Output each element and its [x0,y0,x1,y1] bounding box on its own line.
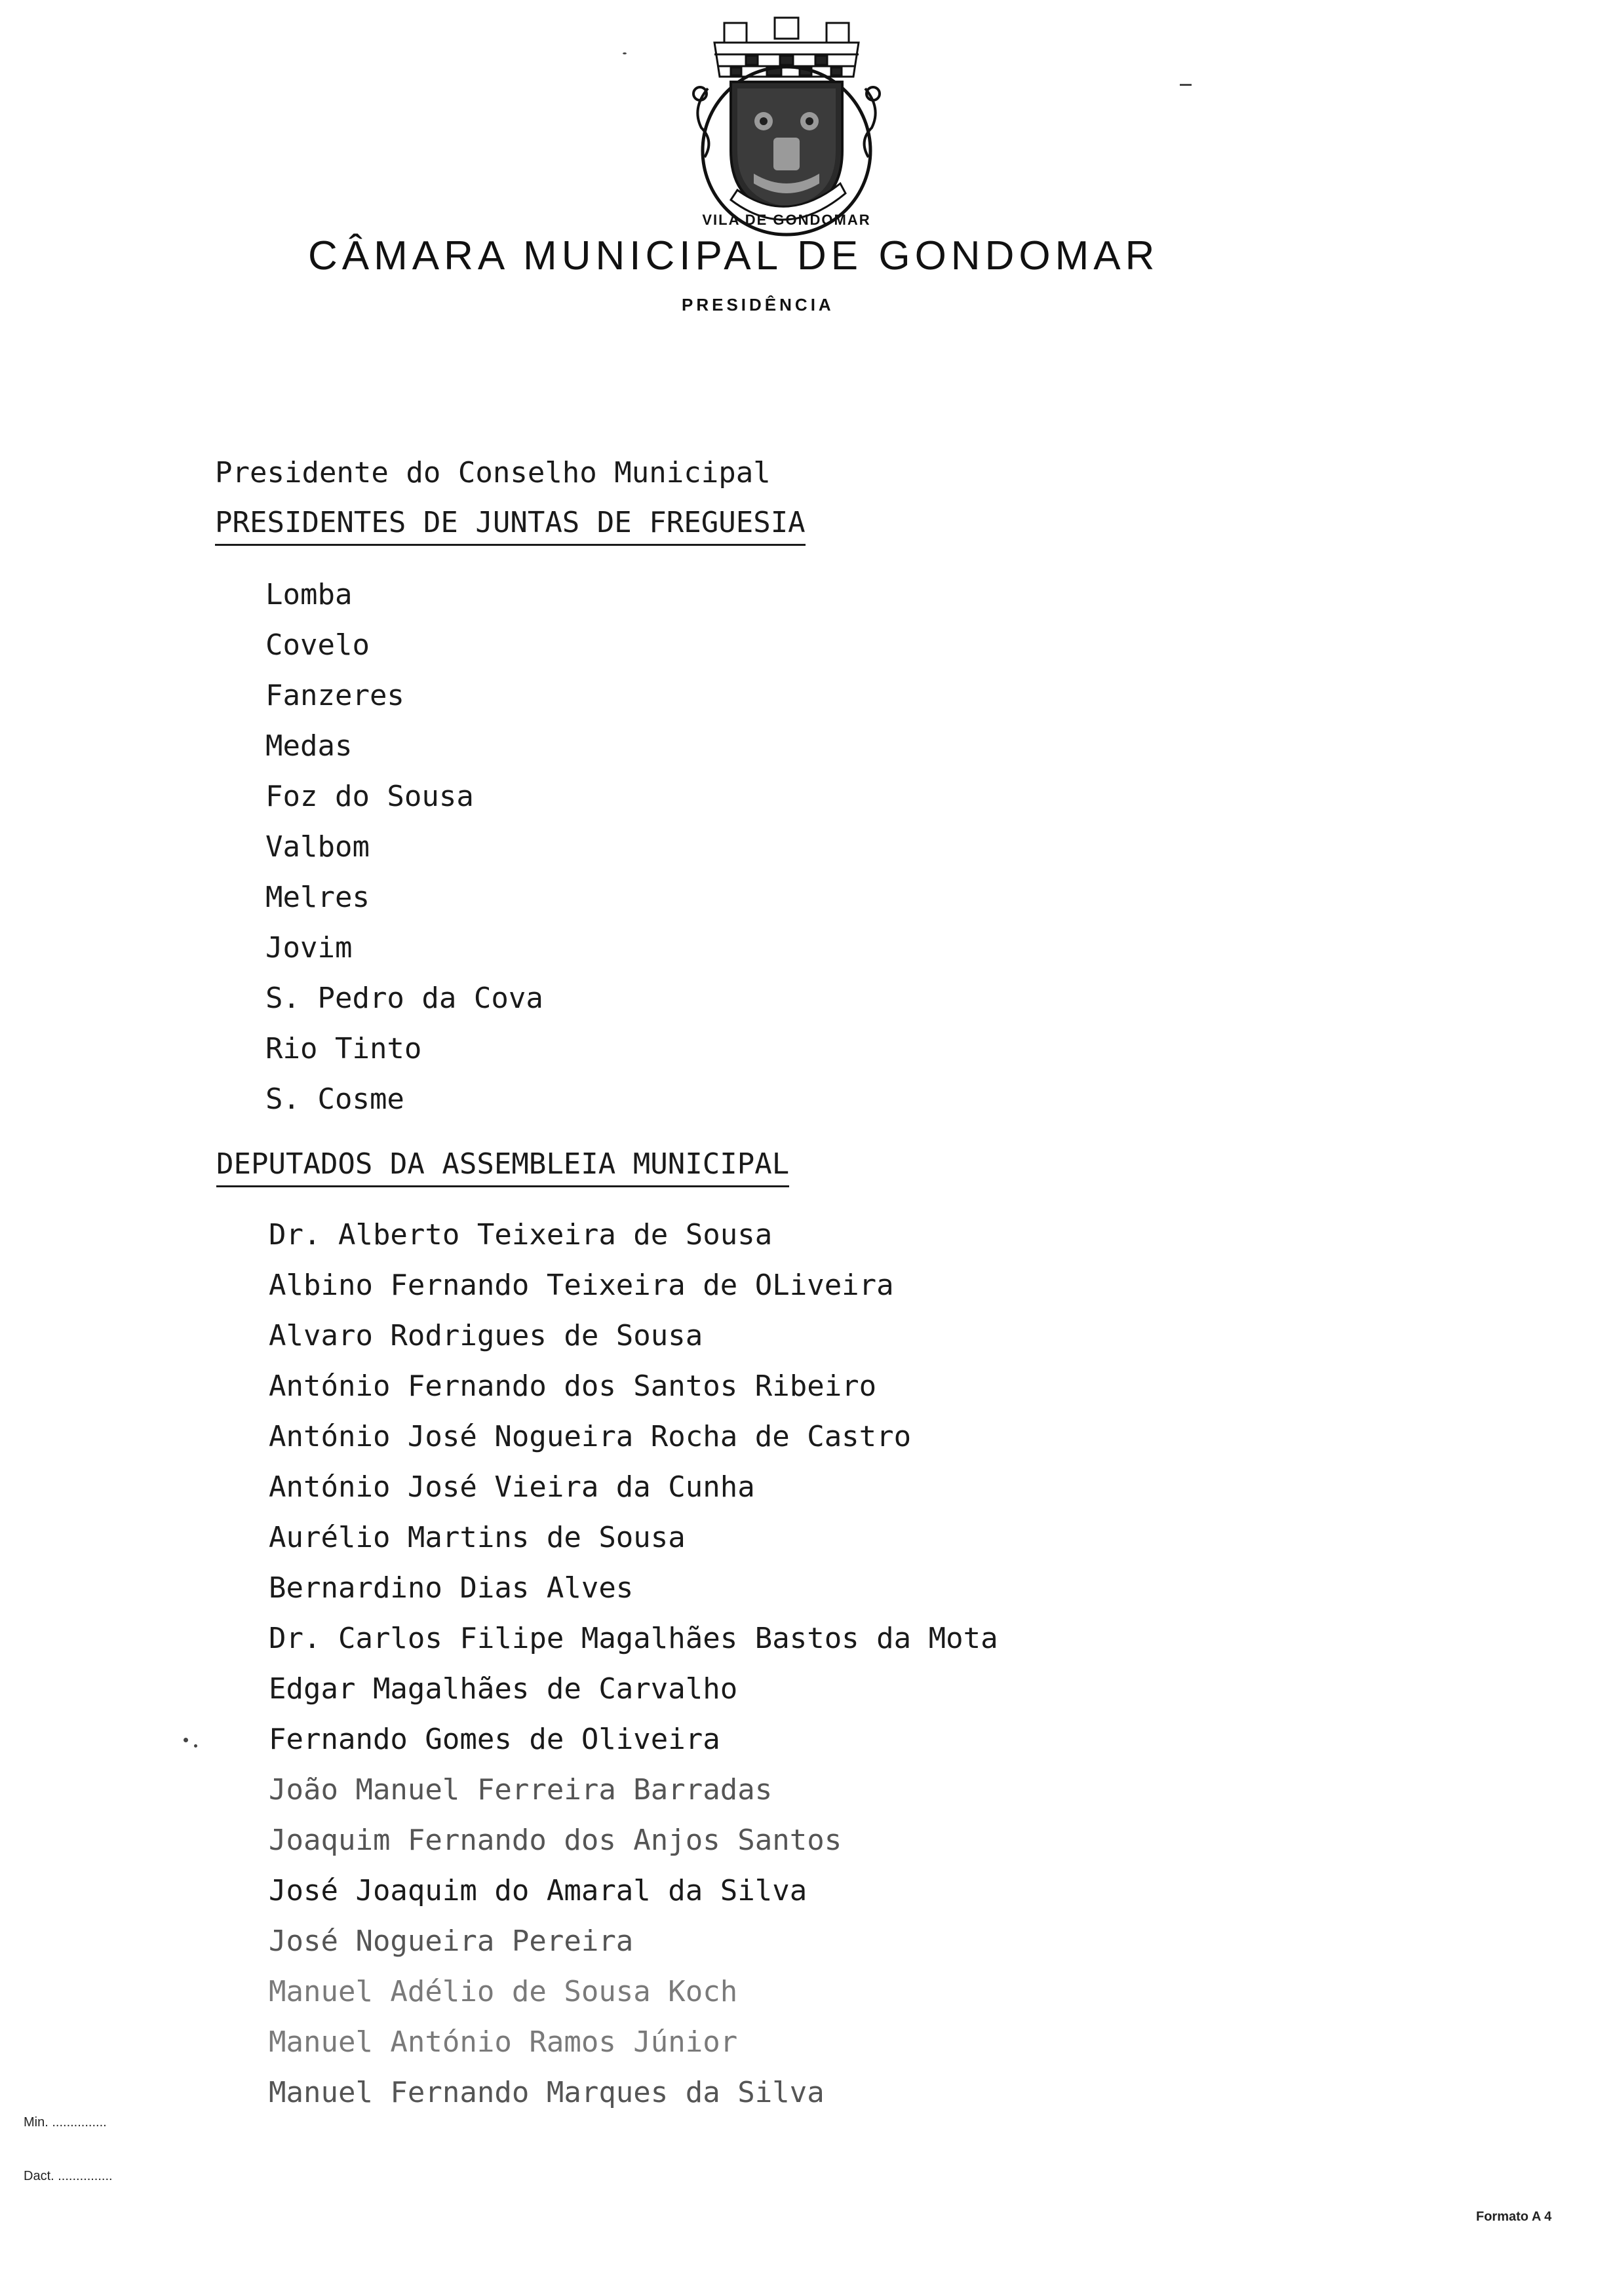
list-item: Alvaro Rodrigues de Sousa [269,1319,703,1352]
scan-speck [1180,84,1192,86]
list-item: Bernardino Dias Alves [269,1571,634,1605]
list-item: Medas [265,729,353,763]
organization-subtitle: PRESIDÊNCIA [682,295,834,315]
scan-speck [623,52,627,54]
list-item: Fernando Gomes de Oliveira [269,1723,720,1756]
list-item: Melres [265,881,370,914]
list-item: Fanzeres [265,679,404,712]
list-item: Jovim [265,931,353,965]
min-label: Min. ............... [24,2115,107,2130]
format-label: Formato A 4 [1476,2210,1552,2224]
list-item: S. Pedro da Cova [265,982,543,1015]
list-item: António Fernando dos Santos Ribeiro [269,1369,877,1403]
list-item: José Joaquim do Amaral da Silva [269,1874,808,1907]
list-item: Covelo [265,628,370,662]
list-item: Edgar Magalhães de Carvalho [269,1672,738,1706]
list-item: S. Cosme [265,1082,404,1116]
scan-speck [184,1738,188,1742]
recipient-line: Presidente do Conselho Municipal [215,456,771,489]
list-item: Joaquim Fernando dos Anjos Santos [269,1824,842,1857]
list-item: Lomba [265,578,353,611]
list-item: Valbom [265,830,370,864]
list-item: José Nogueira Pereira [269,1924,634,1958]
list-item: Rio Tinto [265,1032,422,1065]
scan-speck [194,1744,197,1748]
list-item: António José Vieira da Cunha [269,1470,755,1504]
list-item: António José Nogueira Rocha de Castro [269,1420,912,1453]
list-item: Aurélio Martins de Sousa [269,1521,686,1554]
list-item: Manuel António Ramos Júnior [269,2025,738,2059]
list-item: Foz do Sousa [265,780,474,813]
dact-label: Dact. ............... [24,2169,113,2183]
list-item: Dr. Alberto Teixeira de Sousa [269,1218,773,1252]
list-item: Manuel Adélio de Sousa Koch [269,1975,738,2008]
list-item: Albino Fernando Teixeira de OLiveira [269,1269,894,1302]
organization-title: CÂMARA MUNICIPAL DE GONDOMAR [308,233,1159,278]
section-heading-freguesias: PRESIDENTES DE JUNTAS DE FREGUESIA [215,508,806,546]
list-item: Dr. Carlos Filipe Magalhães Bastos da Mota [269,1622,998,1655]
section-heading-deputados: DEPUTADOS DA ASSEMBLEIA MUNICIPAL [216,1150,789,1187]
list-item: Manuel Fernando Marques da Silva [269,2076,825,2109]
municipal-crest-logo [669,16,905,242]
svg-text:VILA DE GONDOMAR: VILA DE GONDOMAR [702,212,871,228]
list-item: João Manuel Ferreira Barradas [269,1773,773,1807]
